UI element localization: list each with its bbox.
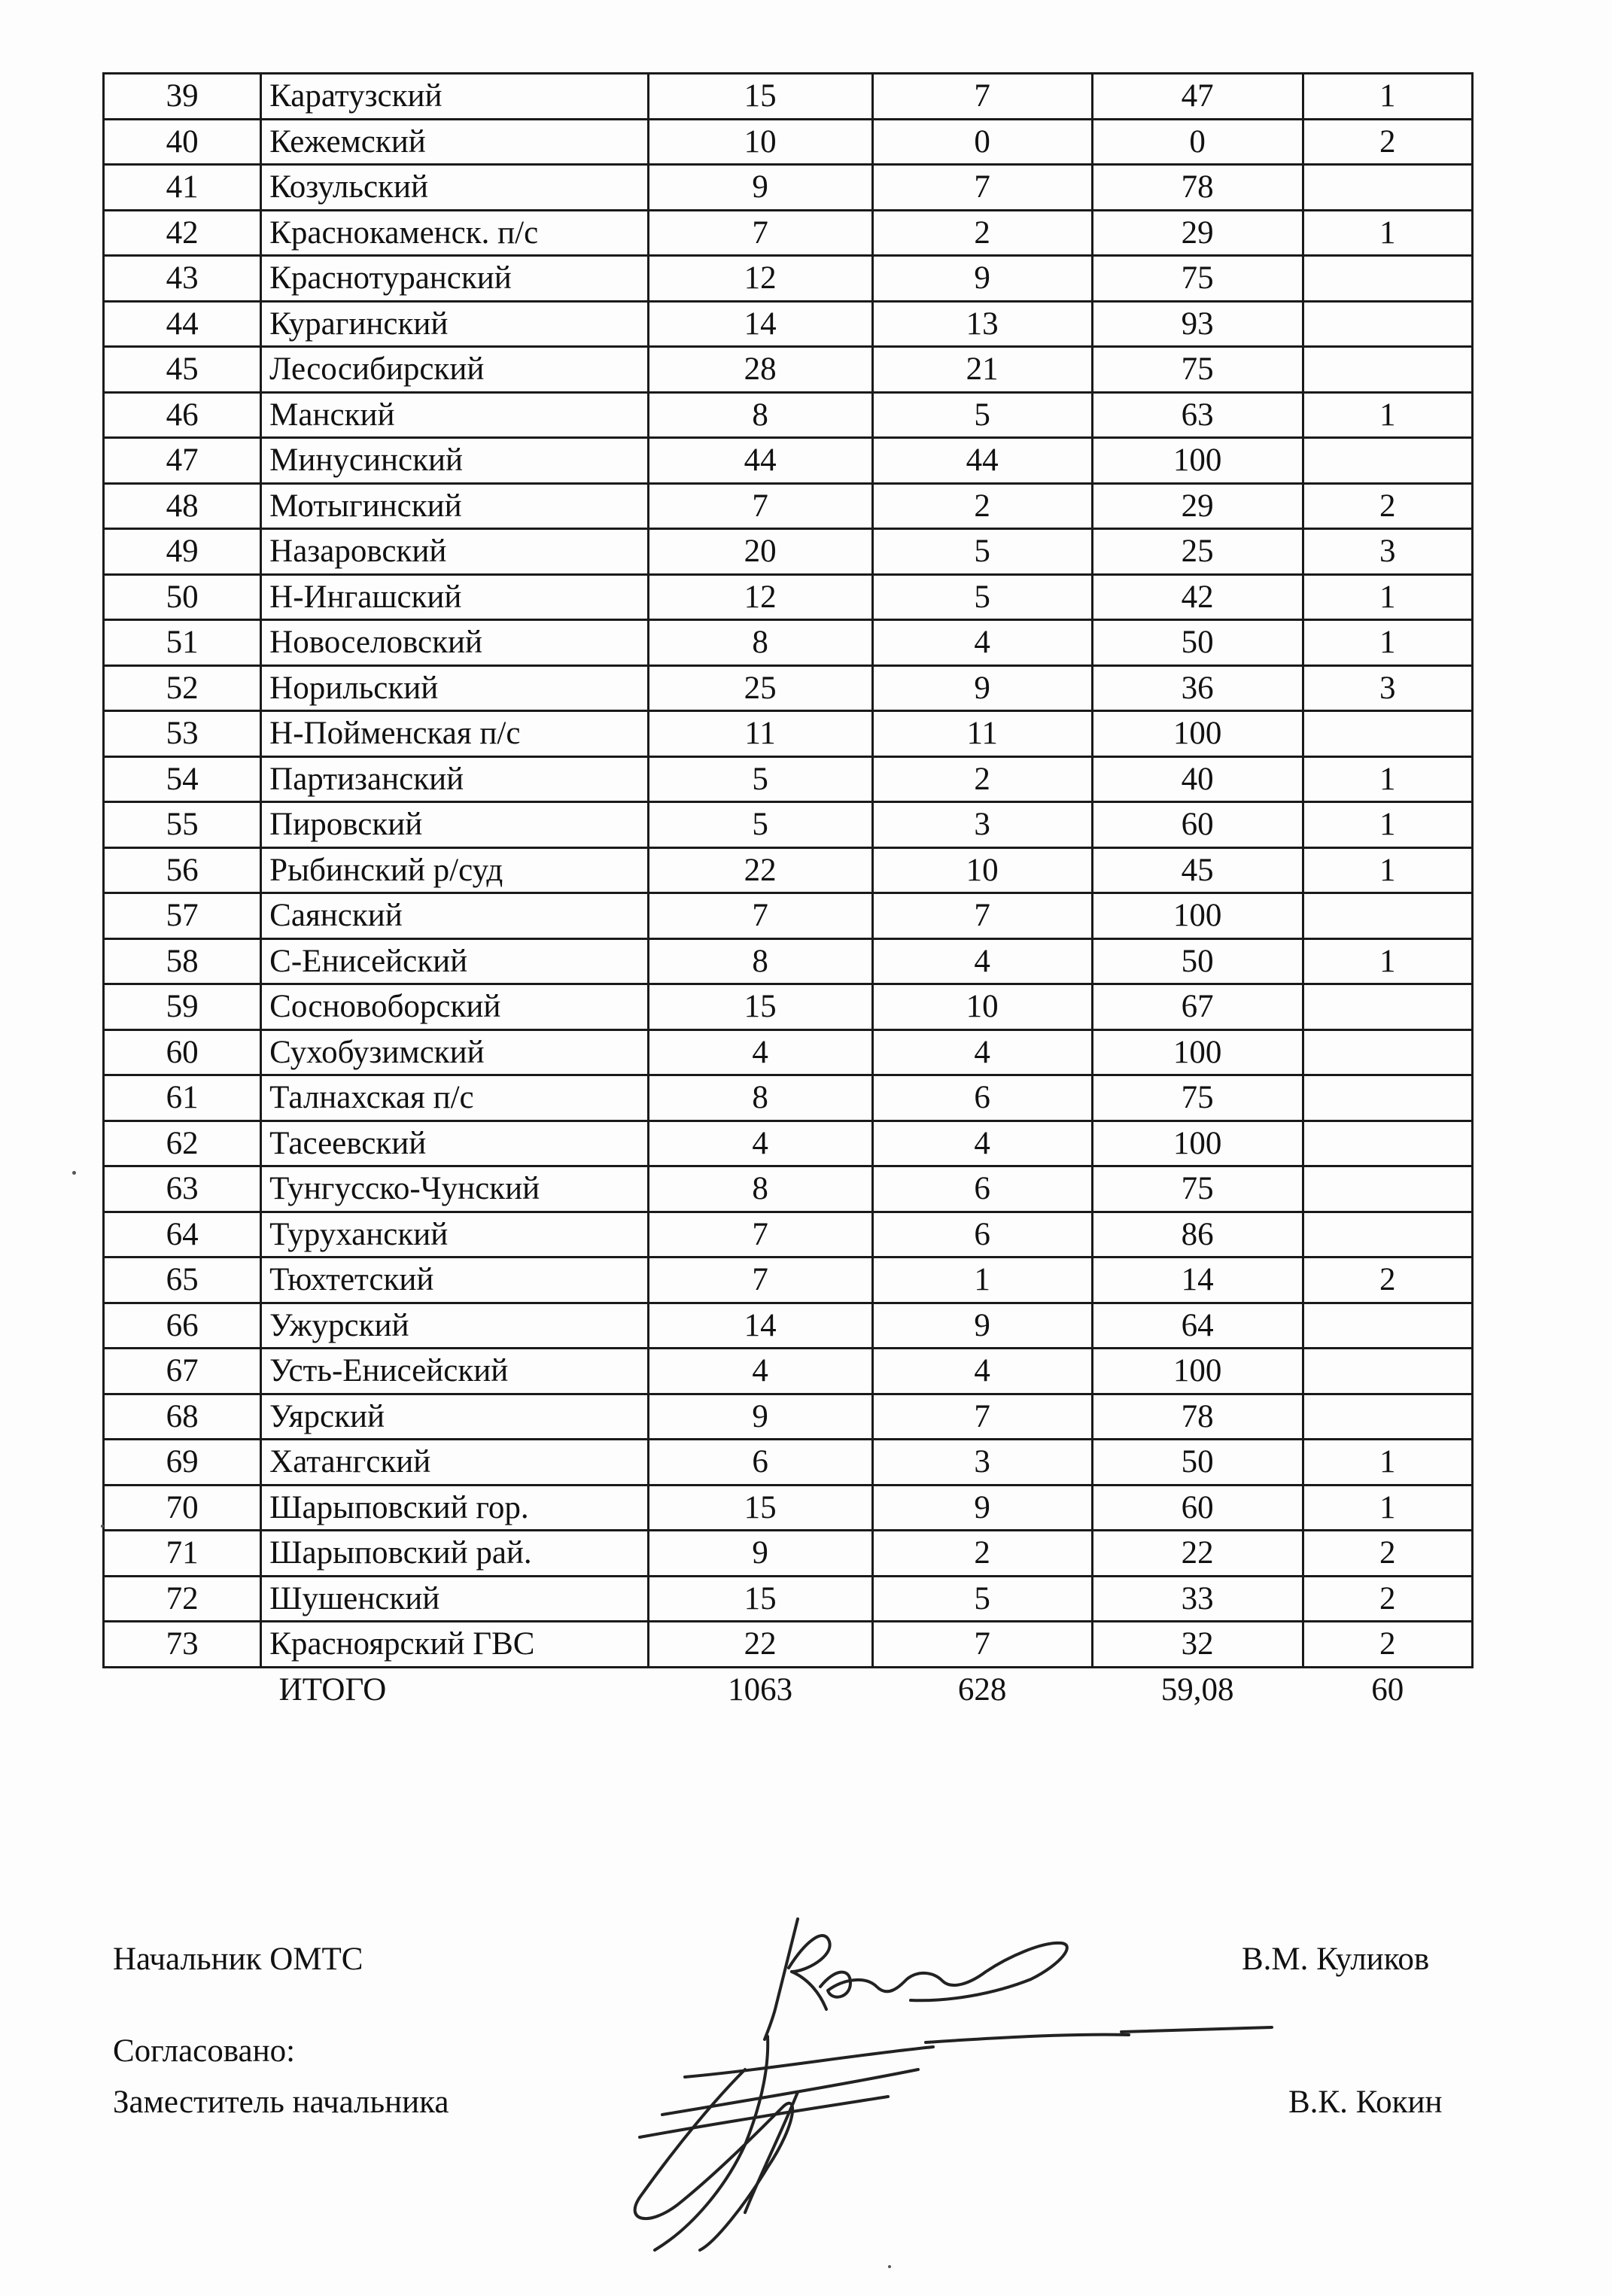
value-count: 0 <box>872 119 1092 165</box>
district-name: Назаровский <box>261 529 648 575</box>
district-name: Минусинский <box>261 438 648 484</box>
value-extra: 1 <box>1303 756 1472 802</box>
row-number: 70 <box>104 1485 261 1531</box>
value-extra: 1 <box>1303 938 1472 984</box>
value-percent: 100 <box>1092 711 1303 757</box>
value-total: 9 <box>648 1531 872 1577</box>
value-percent: 64 <box>1092 1303 1303 1349</box>
row-number: 62 <box>104 1121 261 1166</box>
value-total: 4 <box>648 1121 872 1166</box>
value-extra <box>1303 438 1472 484</box>
value-count: 6 <box>872 1166 1092 1212</box>
table-row <box>104 1349 1473 1394</box>
value-count: 6 <box>872 1075 1092 1121</box>
table-row <box>104 529 1473 575</box>
district-name: Кежемский <box>261 119 648 165</box>
table-row <box>104 392 1473 438</box>
value-percent: 45 <box>1092 847 1303 893</box>
value-total: 8 <box>648 938 872 984</box>
value-percent: 40 <box>1092 756 1303 802</box>
row-number: 52 <box>104 665 261 711</box>
table-row <box>104 711 1473 757</box>
value-count: 7 <box>872 1622 1092 1668</box>
value-count: 13 <box>872 301 1092 347</box>
value-extra <box>1303 711 1472 757</box>
row-number: 41 <box>104 165 261 211</box>
value-total: 14 <box>648 301 872 347</box>
value-total: 7 <box>648 1257 872 1303</box>
value-total: 15 <box>648 74 872 120</box>
value-percent: 33 <box>1092 1576 1303 1622</box>
value-percent: 86 <box>1092 1212 1303 1257</box>
row-number: 73 <box>104 1622 261 1668</box>
district-name: Усть-Енисейский <box>261 1349 648 1394</box>
table-row <box>104 1485 1473 1531</box>
table-row <box>104 1303 1473 1349</box>
table-row <box>104 438 1473 484</box>
row-number: 63 <box>104 1166 261 1212</box>
district-name: Сухобузимский <box>261 1029 648 1075</box>
value-extra: 3 <box>1303 665 1472 711</box>
district-name: Козульский <box>261 165 648 211</box>
value-percent: 29 <box>1092 210 1303 256</box>
district-name: Норильский <box>261 665 648 711</box>
value-extra <box>1303 1303 1472 1349</box>
value-total: 10 <box>648 119 872 165</box>
value-percent: 42 <box>1092 574 1303 620</box>
row-number: 50 <box>104 574 261 620</box>
value-percent: 100 <box>1092 1029 1303 1075</box>
district-name: Саянский <box>261 893 648 939</box>
value-total: 7 <box>648 483 872 529</box>
district-name: Шарыповский гор. <box>261 1485 648 1531</box>
table-row <box>104 1029 1473 1075</box>
row-number: 67 <box>104 1349 261 1394</box>
table-row <box>104 984 1473 1030</box>
value-percent: 75 <box>1092 1166 1303 1212</box>
table-row <box>104 256 1473 302</box>
value-count: 21 <box>872 347 1092 393</box>
table-row <box>104 1166 1473 1212</box>
deputy-signature <box>572 2024 1294 2258</box>
table-row <box>104 1440 1473 1486</box>
value-count: 7 <box>872 893 1092 939</box>
value-extra: 1 <box>1303 210 1472 256</box>
value-count: 5 <box>872 574 1092 620</box>
value-percent: 36 <box>1092 665 1303 711</box>
value-count: 3 <box>872 1440 1092 1486</box>
total-row <box>104 1667 1473 1711</box>
value-total: 22 <box>648 1622 872 1668</box>
agreed-label: Согласовано: <box>113 2033 296 2069</box>
table-row <box>104 665 1473 711</box>
district-name: Тюхтетский <box>261 1257 648 1303</box>
value-extra <box>1303 1029 1472 1075</box>
value-extra: 2 <box>1303 1622 1472 1668</box>
value-count: 3 <box>872 802 1092 848</box>
value-count: 9 <box>872 256 1092 302</box>
value-count: 4 <box>872 1349 1092 1394</box>
district-name: Туруханский <box>261 1212 648 1257</box>
district-name: С-Енисейский <box>261 938 648 984</box>
row-number: 54 <box>104 756 261 802</box>
total-value-percent: 59,08 <box>1092 1667 1303 1711</box>
value-total: 15 <box>648 1576 872 1622</box>
table-row <box>104 1576 1473 1622</box>
value-count: 10 <box>872 984 1092 1030</box>
value-extra: 1 <box>1303 1440 1472 1486</box>
value-count: 4 <box>872 620 1092 666</box>
table-row <box>104 893 1473 939</box>
table-row <box>104 1212 1473 1257</box>
district-name: Н-Пойменская п/с <box>261 711 648 757</box>
value-percent: 100 <box>1092 1121 1303 1166</box>
value-extra <box>1303 301 1472 347</box>
table-row <box>104 1075 1473 1121</box>
value-percent: 22 <box>1092 1531 1303 1577</box>
table-row <box>104 347 1473 393</box>
value-count: 7 <box>872 1394 1092 1440</box>
value-extra: 1 <box>1303 74 1472 120</box>
value-extra <box>1303 1121 1472 1166</box>
district-name: Шарыповский рай. <box>261 1531 648 1577</box>
scan-speck <box>72 1171 76 1175</box>
table-row <box>104 847 1473 893</box>
value-total: 8 <box>648 392 872 438</box>
value-total: 8 <box>648 620 872 666</box>
value-count: 9 <box>872 1485 1092 1531</box>
value-percent: 100 <box>1092 438 1303 484</box>
row-number: 40 <box>104 119 261 165</box>
total-label: ИТОГО <box>261 1667 648 1711</box>
table-row <box>104 301 1473 347</box>
value-extra: 2 <box>1303 1531 1472 1577</box>
value-total: 5 <box>648 802 872 848</box>
district-name: Партизанский <box>261 756 648 802</box>
head-name: В.М. Куликов <box>1242 1942 1430 1977</box>
deputy-name: В.К. Кокин <box>1288 2085 1443 2120</box>
value-percent: 78 <box>1092 165 1303 211</box>
value-extra: 1 <box>1303 1485 1472 1531</box>
total-value-total: 1063 <box>648 1667 872 1711</box>
row-number: 48 <box>104 483 261 529</box>
value-total: 20 <box>648 529 872 575</box>
value-extra: 3 <box>1303 529 1472 575</box>
value-percent: 50 <box>1092 620 1303 666</box>
row-number: 64 <box>104 1212 261 1257</box>
value-extra <box>1303 893 1472 939</box>
value-extra: 2 <box>1303 483 1472 529</box>
value-total: 12 <box>648 574 872 620</box>
district-name: Хатангский <box>261 1440 648 1486</box>
table-body <box>104 74 1473 1712</box>
district-name: Рыбинский р/суд <box>261 847 648 893</box>
table-row <box>104 483 1473 529</box>
value-percent: 0 <box>1092 119 1303 165</box>
district-name: Уярский <box>261 1394 648 1440</box>
value-count: 4 <box>872 1121 1092 1166</box>
table-row <box>104 74 1473 120</box>
row-number: 44 <box>104 301 261 347</box>
row-number: 72 <box>104 1576 261 1622</box>
scan-speck <box>888 2265 891 2268</box>
row-number: 66 <box>104 1303 261 1349</box>
total-value-count: 628 <box>872 1667 1092 1711</box>
value-total: 4 <box>648 1029 872 1075</box>
value-count: 10 <box>872 847 1092 893</box>
value-percent: 50 <box>1092 1440 1303 1486</box>
value-extra: 2 <box>1303 119 1472 165</box>
row-number: 60 <box>104 1029 261 1075</box>
value-percent: 75 <box>1092 1075 1303 1121</box>
value-extra: 1 <box>1303 847 1472 893</box>
value-extra <box>1303 1394 1472 1440</box>
value-percent: 100 <box>1092 893 1303 939</box>
district-name: Красноярский ГВС <box>261 1622 648 1668</box>
deputy-title: Заместитель начальника <box>113 2085 449 2120</box>
table-row <box>104 574 1473 620</box>
table-row <box>104 1394 1473 1440</box>
value-total: 6 <box>648 1440 872 1486</box>
value-count: 5 <box>872 1576 1092 1622</box>
row-number: 68 <box>104 1394 261 1440</box>
scan-speck <box>101 1525 104 1528</box>
row-number: 39 <box>104 74 261 120</box>
row-number: 45 <box>104 347 261 393</box>
value-total: 28 <box>648 347 872 393</box>
total-spacer <box>104 1667 261 1711</box>
value-count: 2 <box>872 1531 1092 1577</box>
district-name: Каратузский <box>261 74 648 120</box>
value-total: 14 <box>648 1303 872 1349</box>
row-number: 51 <box>104 620 261 666</box>
value-count: 6 <box>872 1212 1092 1257</box>
row-number: 58 <box>104 938 261 984</box>
value-total: 12 <box>648 256 872 302</box>
value-percent: 14 <box>1092 1257 1303 1303</box>
value-percent: 60 <box>1092 1485 1303 1531</box>
value-percent: 75 <box>1092 256 1303 302</box>
value-extra: 2 <box>1303 1576 1472 1622</box>
district-name: Краснотуранский <box>261 256 648 302</box>
value-percent: 100 <box>1092 1349 1303 1394</box>
value-extra: 2 <box>1303 1257 1472 1303</box>
table-row <box>104 210 1473 256</box>
table-row <box>104 756 1473 802</box>
value-total: 25 <box>648 665 872 711</box>
district-name: Ужурский <box>261 1303 648 1349</box>
district-name: Тасеевский <box>261 1121 648 1166</box>
value-count: 5 <box>872 392 1092 438</box>
table-row <box>104 620 1473 666</box>
value-extra: 1 <box>1303 574 1472 620</box>
value-count: 4 <box>872 938 1092 984</box>
value-extra <box>1303 984 1472 1030</box>
value-extra <box>1303 1349 1472 1394</box>
value-total: 44 <box>648 438 872 484</box>
district-name: Манский <box>261 392 648 438</box>
value-percent: 78 <box>1092 1394 1303 1440</box>
table-row <box>104 119 1473 165</box>
value-extra: 1 <box>1303 620 1472 666</box>
value-percent: 75 <box>1092 347 1303 393</box>
district-name: Тунгусско-Чунский <box>261 1166 648 1212</box>
value-total: 7 <box>648 210 872 256</box>
table-row <box>104 165 1473 211</box>
value-total: 9 <box>648 165 872 211</box>
row-number: 55 <box>104 802 261 848</box>
table-row <box>104 1121 1473 1166</box>
value-count: 9 <box>872 1303 1092 1349</box>
value-total: 15 <box>648 1485 872 1531</box>
row-number: 56 <box>104 847 261 893</box>
head-signature <box>745 1896 1084 2047</box>
district-name: Шушенский <box>261 1576 648 1622</box>
total-value-extra: 60 <box>1303 1667 1472 1711</box>
value-total: 11 <box>648 711 872 757</box>
row-number: 53 <box>104 711 261 757</box>
district-name: Мотыгинский <box>261 483 648 529</box>
statistics-table <box>102 72 1474 1711</box>
value-total: 22 <box>648 847 872 893</box>
value-percent: 47 <box>1092 74 1303 120</box>
row-number: 61 <box>104 1075 261 1121</box>
value-percent: 32 <box>1092 1622 1303 1668</box>
value-percent: 50 <box>1092 938 1303 984</box>
value-total: 7 <box>648 893 872 939</box>
value-count: 5 <box>872 529 1092 575</box>
row-number: 46 <box>104 392 261 438</box>
district-name: Лесосибирский <box>261 347 648 393</box>
value-percent: 29 <box>1092 483 1303 529</box>
row-number: 42 <box>104 210 261 256</box>
value-extra <box>1303 165 1472 211</box>
value-extra <box>1303 1212 1472 1257</box>
district-name: Новоселовский <box>261 620 648 666</box>
value-count: 11 <box>872 711 1092 757</box>
value-count: 2 <box>872 756 1092 802</box>
value-total: 4 <box>648 1349 872 1394</box>
value-extra <box>1303 1166 1472 1212</box>
value-count: 2 <box>872 483 1092 529</box>
value-count: 4 <box>872 1029 1092 1075</box>
value-extra <box>1303 256 1472 302</box>
value-percent: 25 <box>1092 529 1303 575</box>
district-name: Сосновоборский <box>261 984 648 1030</box>
value-total: 8 <box>648 1166 872 1212</box>
table-row <box>104 1257 1473 1303</box>
district-name: Пировский <box>261 802 648 848</box>
district-name: Курагинский <box>261 301 648 347</box>
value-total: 7 <box>648 1212 872 1257</box>
head-title: Начальник ОМТС <box>113 1942 363 1977</box>
district-name: Н-Ингашский <box>261 574 648 620</box>
row-number: 65 <box>104 1257 261 1303</box>
value-count: 44 <box>872 438 1092 484</box>
row-number: 59 <box>104 984 261 1030</box>
value-count: 1 <box>872 1257 1092 1303</box>
value-count: 2 <box>872 210 1092 256</box>
value-percent: 60 <box>1092 802 1303 848</box>
value-percent: 67 <box>1092 984 1303 1030</box>
row-number: 69 <box>104 1440 261 1486</box>
value-extra <box>1303 1075 1472 1121</box>
value-total: 8 <box>648 1075 872 1121</box>
value-count: 7 <box>872 165 1092 211</box>
table-row <box>104 938 1473 984</box>
row-number: 43 <box>104 256 261 302</box>
row-number: 47 <box>104 438 261 484</box>
value-extra <box>1303 347 1472 393</box>
value-percent: 63 <box>1092 392 1303 438</box>
row-number: 49 <box>104 529 261 575</box>
district-name: Талнахская п/с <box>261 1075 648 1121</box>
value-extra: 1 <box>1303 392 1472 438</box>
value-total: 9 <box>648 1394 872 1440</box>
value-count: 9 <box>872 665 1092 711</box>
value-total: 5 <box>648 756 872 802</box>
value-percent: 93 <box>1092 301 1303 347</box>
value-extra: 1 <box>1303 802 1472 848</box>
district-name: Краснокаменск. п/с <box>261 210 648 256</box>
value-total: 15 <box>648 984 872 1030</box>
row-number: 71 <box>104 1531 261 1577</box>
table-row <box>104 1531 1473 1577</box>
table-row <box>104 802 1473 848</box>
row-number: 57 <box>104 893 261 939</box>
table-row <box>104 1622 1473 1668</box>
value-count: 7 <box>872 74 1092 120</box>
